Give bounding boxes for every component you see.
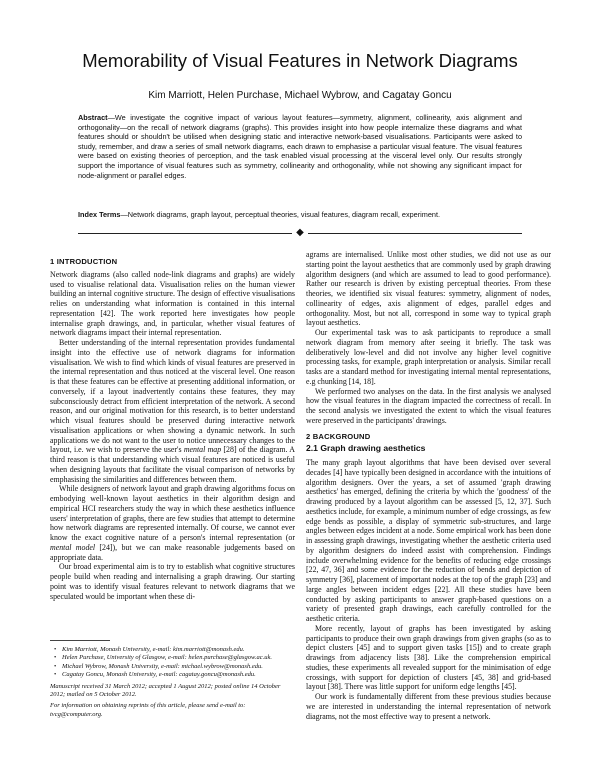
background-paragraph-2: More recently, layout of graphs has been investigated by asking participants to produce their own graph drawings from given graphs (so as to depict clusters [45] and to support given tasks [15]) and to create graph drawings from adjacency lists [38]. Like the comprehension empirical studies, these experiments all revealed support for the minimisation of edge crossings, with support for depiction of clusters [45, 38] and grid-based layout [38]. There was little support for uniform edge lengths [45]. — [306, 623, 551, 692]
intro-p3-emphasis: mental model — [50, 542, 96, 552]
intro-paragraph-4: Our broad experimental aim is to try to establish what cognitive structures people build when reading and internalising a graph drawing. Our starting point was to identify visual features relevant to network diagrams that we speculated would be important when these di- — [50, 562, 295, 601]
footnote-item: • Helen Purchase, University of Glasgow, e-mail: helen.purchase@glasgow.ac.uk. — [62, 654, 295, 662]
right-column — [306, 250, 551, 721]
intro-paragraph-3 — [50, 484, 295, 562]
intro-p3-text-b: [24]), but we can make reasonable judgements based on appropriate data. — [50, 542, 296, 562]
index-terms — [78, 210, 522, 220]
index-terms-label: Index Terms — [78, 210, 121, 219]
footnote-item: • Kim Marriott, Monash University, e-mail: kim.marriott@monash.edu. — [62, 646, 295, 654]
footnotes — [50, 646, 295, 719]
subsection-heading-graph-drawing-aesthetics: 2.1 Graph drawing aesthetics — [306, 443, 426, 454]
intro-paragraph-7: We performed two analyses on the data. In the first analysis we analysed how the visual features in the diagram impacted the correctness of recall. In the second analysis we investigated the extent to which the visual features were preserved in the participants' drawings. — [306, 386, 551, 425]
section-divider-right — [308, 233, 522, 234]
background-paragraph-3: Our work is fundamentally different from these previous studies because we are interested in understanding the internal representation of network diagrams, not the most effective way to present a network. — [306, 692, 551, 721]
intro-paragraph-1: Network diagrams (also called node-link diagrams and graphs) are widely used to visualise relational data. Visualisation relies on the human viewer building an internal cognitive structure. The design of effective visualisations relies on understanding what information is contained in this internal representation [42]. The work reported here investigates how people internalise graph drawings, and, in particular, whether visual features of network diagrams impact their internal representation. — [50, 269, 295, 338]
footnote-item: • Michael Wybrow, Monash University, e-mail: michael.wybrow@monash.edu. — [62, 663, 295, 671]
intro-p2-emphasis: mental map — [183, 445, 222, 455]
intro-p2-text-a: Better understanding of the internal representation provides fundamental insight into the effective use of network diagrams for information visualisation. We wish to find which kinds of visual features are preserved in the internal representation and thus noticed at the visceral level. One reason is that these features can be effective at presenting additional information, or conversely, if a layout inadvertently contains these features, they may subconsciously detract from efficient interpretation of the network. A second reason, and our original motivation for this research, is to better understand which visual features should be preserved during interactive network visualisation applications or when showing a dynamic network. In such applications we do not want to the user to notice unnecessary changes to the layout, i.e. we wish to preserve the user's — [50, 338, 295, 455]
intro-p3-text-a: While designers of network layout and graph drawing algorithms focus on embodying well-known layout aesthetics in their algorithm design and empirical HCI researchers study the way in which these aesthetics influence users' interpretation of graphs, there are few studies that attempt to determine how network diagrams are represented internally. Of course, we cannot ever know the exact cognitive nature of a person's internal representation (or — [50, 484, 295, 542]
background-paragraph-1: The many graph layout algorithms that have been devised over several decades [4] have typically been designed in accordance with the intuitions of algorithm designers. Over the years, a set of assumed 'graph drawing aesthetics' has emerged, defining the criteria by which the 'goodness' of the drawing produced by a layout algorithm can be assessed [5, 12, 37]. Such aesthetics include, for example, a minimum number of edge crossings, as few edge bends as possible, a display of symmetric sub-structures, and large angles between edges incident at a node. Some empirical work has been done in assessing graph drawings, investigating whether the aesthetic criteria used by algorithm designers do indeed assist with comprehension. Findings include overwhelming evidence for the benefits of reducing edge crossings [22, 47, 36] and some evidence for the reduction of bends and depiction of symmetry [36], placement of important nodes at the top of the graph [23] and large angles between incident edges [22]. All these studies have been conducted by asking participants to answer graph-based questions on a variety of presented graph drawings, each carefully controlled for the aesthetic criteria. — [306, 458, 551, 623]
reprints-note: For information on obtaining reprints of this article, please send e-mail to: tvcg@computer.org. — [50, 702, 246, 718]
paper-authors: Kim Marriott, Helen Purchase, Michael Wybrow, and Cagatay Goncu — [148, 90, 452, 101]
abstract-label: Abstract — [78, 113, 108, 122]
paper-title: Memorability of Visual Features in Network Diagrams — [82, 50, 518, 71]
section-divider-left — [78, 233, 292, 234]
section-heading-background: 2 BACKGROUND — [306, 431, 371, 441]
index-terms-text: —Network diagrams, graph layout, perceptual theories, visual features, diagram recall, experiment. — [120, 210, 441, 219]
divider-diamond-icon: ◆ — [296, 227, 304, 238]
author-affiliations — [50, 646, 295, 680]
intro-p2-text-b: [28] of the diagram. A third reason is that understanding which visual features are noticed is useful when designing layouts that facilitate the visual comparison of networks by emphasising the similarities and differences between them. — [50, 445, 295, 484]
intro-paragraph-2 — [50, 338, 295, 484]
footnote-rule — [50, 640, 110, 641]
abstract — [78, 113, 522, 180]
footnote-item: • Cagatay Goncu, Monash University, e-mail: cagatay.goncu@monash.edu. — [62, 671, 295, 679]
abstract-text: —We investigate the cognitive impact of various layout features—symmetry, alignment, collinearity, axis alignment and orthogonality—on the recall of network diagrams (graphs). This provides insight into how people internalize these diagrams and what features should or shouldn't be utilised when designing static and interactive network-based visualisations. Participants were asked to study, remember, and draw a series of small network diagrams, each drawn to emphasise a particular visual feature. The visual features were based on existing theories of perception, and the task enabled visual processing at the visceral level only. Our results strongly support the importance of visual features such as symmetry, collinearity and orthogonality, while not showing any significant impact for node-alignment or parallel edges. — [78, 113, 522, 180]
intro-paragraph-5: agrams are internalised. Unlike most other studies, we did not use as our starting point the layout aesthetics that are commonly used by graph drawing algorithm designers (and which are assumed to lead to good performance). Rather our research is driven by existing perceptual theories. From these theories, we identified six visual features: symmetry, alignment of nodes, collinearity of edges, axis alignment of edges, parallel edges and orthogonality. Most, but not all, correspond in some way to typical graph layout aesthetics. — [306, 250, 551, 328]
section-heading-introduction: 1 INTRODUCTION — [50, 257, 118, 266]
left-column — [50, 257, 295, 601]
manuscript-note: Manuscript received 31 March 2012; accepted 1 August 2012; posted online 14 October 2012; mailed on 5 October 2012. — [50, 682, 281, 699]
intro-paragraph-6: Our experimental task was to ask participants to reproduce a small network diagram from memory after seeing it briefly. The task was deliberatively low-level and did not involve any higher level cognitive processing tasks, for example, graph interpretation or analysis. Similar recall tasks are a standard method for investigating internal mental representations, e.g chunking [14, 18]. — [306, 328, 551, 386]
